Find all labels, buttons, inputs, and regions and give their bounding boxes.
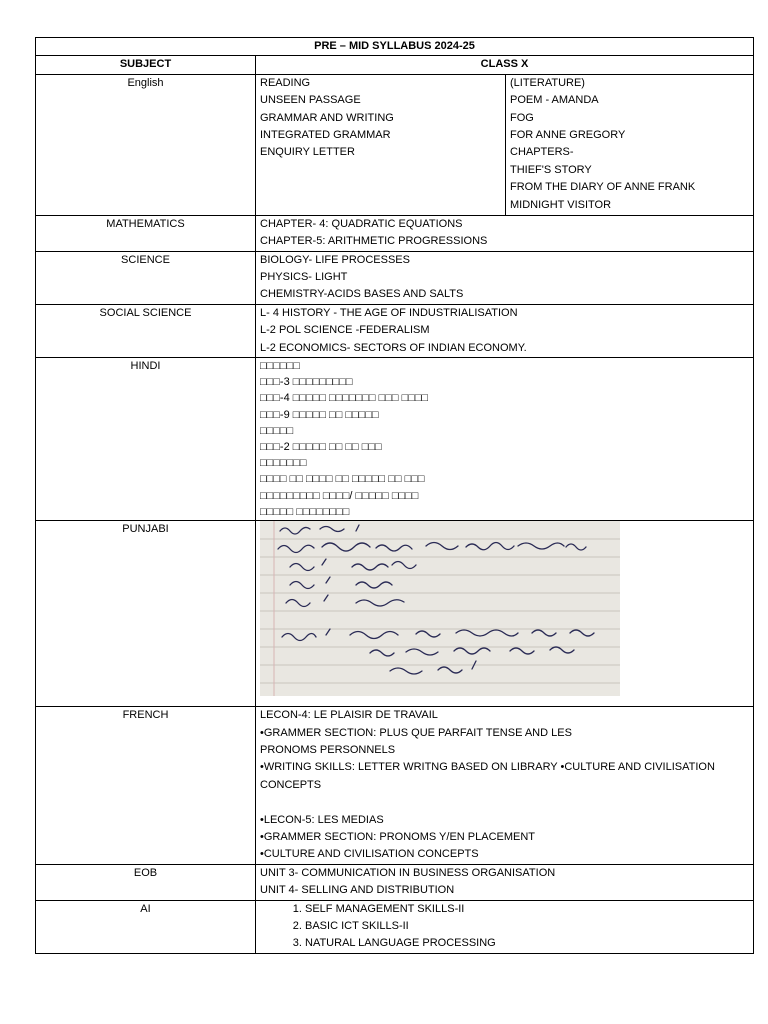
topic-line: CONCEPTS: [260, 778, 322, 791]
topic-line: THIEF'S STORY: [510, 163, 592, 176]
subject-row-french: [36, 707, 754, 865]
topic-line: L-2 POL SCIENCE -FEDERALISM: [260, 324, 430, 337]
topic-line: □□□-2 □□□□□ □□ □□ □□□: [260, 441, 382, 454]
topic-line: UNIT 4- SELLING AND DISTRIBUTION: [260, 884, 455, 897]
topic-line: CHAPTERS-: [510, 146, 574, 159]
topic-line: CHAPTER-5: ARITHMETIC PROGRESSIONS: [260, 235, 488, 248]
topic-line: □□□□□□: [260, 360, 300, 373]
topic-line: FROM THE DIARY OF ANNE FRANK: [510, 181, 696, 194]
punjabi-topics: [256, 521, 754, 707]
topic-line: LECON-4: LE PLAISIR DE TRAVAIL: [260, 709, 438, 722]
topic-line: □□□□□: [260, 424, 294, 437]
subject-row-english: [36, 74, 754, 215]
topic-line: □□□□□□□: [260, 457, 307, 470]
subject-name: AI: [36, 900, 256, 953]
subject-row-ai: [36, 900, 754, 953]
syllabus-table: [35, 37, 754, 954]
english-topics-left: [256, 74, 506, 215]
subject-name: MATHEMATICS: [36, 215, 256, 251]
topic-line: •CULTURE AND CIVILISATION CONCEPTS: [260, 848, 479, 861]
topic-line: PHYSICS- LIGHT: [260, 271, 348, 284]
list-item: 1. SELF MANAGEMENT SKILLS-II: [305, 901, 749, 918]
subject-header: SUBJECT: [36, 56, 256, 74]
topic-line: CHAPTER- 4: QUADRATIC EQUATIONS: [260, 217, 463, 230]
subject-name: HINDI: [36, 358, 256, 521]
subject-row-punjabi: [36, 521, 754, 707]
subject-row-eob: [36, 864, 754, 900]
topic-line: UNIT 3- COMMUNICATION IN BUSINESS ORGANISATION: [260, 866, 556, 879]
subject-name: PUNJABI: [36, 521, 256, 707]
topic-line: □□□-3 □□□□□□□□□: [260, 376, 353, 389]
subject-name: English: [36, 74, 256, 215]
subject-name: SCIENCE: [36, 251, 256, 304]
topic-line: □□□-4 □□□□□ □□□□□□□ □□□ □□□□: [260, 392, 429, 405]
topic-line: □□□□□□□□□ □□□□/ □□□□□ □□□□: [260, 489, 419, 502]
header-row: [36, 56, 754, 74]
topic-line: •GRAMMER SECTION: PRONOMS Y/EN PLACEMENT: [260, 830, 536, 843]
subject-row-social-science: [36, 304, 754, 357]
topic-line: READING: [260, 76, 311, 89]
topic-line: BIOLOGY- LIFE PROCESSES: [260, 253, 410, 266]
topic-line: POEM - AMANDA: [510, 94, 599, 107]
topic-line: L- 4 HISTORY - THE AGE OF INDUSTRIALISATION: [260, 306, 518, 319]
list-item: 3. NATURAL LANGUAGE PROCESSING: [305, 935, 749, 952]
topic-line: INTEGRATED GRAMMAR: [260, 129, 391, 142]
page-title: PRE – MID SYLLABUS 2024-25: [36, 38, 754, 56]
subject-name: FRENCH: [36, 707, 256, 865]
hindi-topics: [256, 358, 754, 521]
topic-line: (LITERATURE): [510, 76, 585, 89]
list-item: 2. BASIC ICT SKILLS-II: [305, 918, 749, 935]
topic-line: UNSEEN PASSAGE: [260, 94, 361, 107]
mathematics-topics: [256, 215, 754, 251]
topic-line: □□□-9 □□□□□ □□ □□□□□: [260, 408, 379, 421]
class-header: CLASS X: [256, 56, 754, 74]
subject-name: SOCIAL SCIENCE: [36, 304, 256, 357]
topic-line: FOG: [510, 111, 534, 124]
topic-line: PRONOMS PERSONNELS: [260, 743, 396, 756]
subject-row-science: [36, 251, 754, 304]
topic-line: □□□□□ □□□□□□□□: [260, 505, 350, 518]
topic-line: •WRITING SKILLS: LETTER WRITNG BASED ON LIBRARY •CULTURE AND CIVILISATION: [260, 761, 715, 774]
social-science-topics: [256, 304, 754, 357]
english-topics-right: [506, 74, 754, 215]
blank-line: [260, 794, 749, 811]
subject-row-hindi: [36, 358, 754, 521]
topic-line: □□□□ □□ □□□□ □□ □□□□□ □□ □□□: [260, 473, 425, 486]
topic-line: FOR ANNE GREGORY: [510, 129, 626, 142]
subject-row-mathematics: [36, 215, 754, 251]
french-topics: [256, 707, 754, 865]
title-row: [36, 38, 754, 56]
topic-line: ENQUIRY LETTER: [260, 146, 355, 159]
subject-name: EOB: [36, 864, 256, 900]
topic-line: L-2 ECONOMICS- SECTORS OF INDIAN ECONOMY.: [260, 341, 527, 354]
topic-line: •LECON-5: LES MEDIAS: [260, 813, 384, 826]
topic-line: CHEMISTRY-ACIDS BASES AND SALTS: [260, 288, 464, 301]
ai-topic-list: [260, 901, 749, 953]
topic-line: GRAMMAR AND WRITING: [260, 111, 394, 124]
handwritten-notes-image: [260, 521, 620, 696]
topic-line: •GRAMMER SECTION: PLUS QUE PARFAIT TENSE AND LES: [260, 726, 572, 739]
eob-topics: [256, 864, 754, 900]
science-topics: [256, 251, 754, 304]
ai-topics: [256, 900, 754, 953]
topic-line: MIDNIGHT VISITOR: [510, 198, 612, 211]
